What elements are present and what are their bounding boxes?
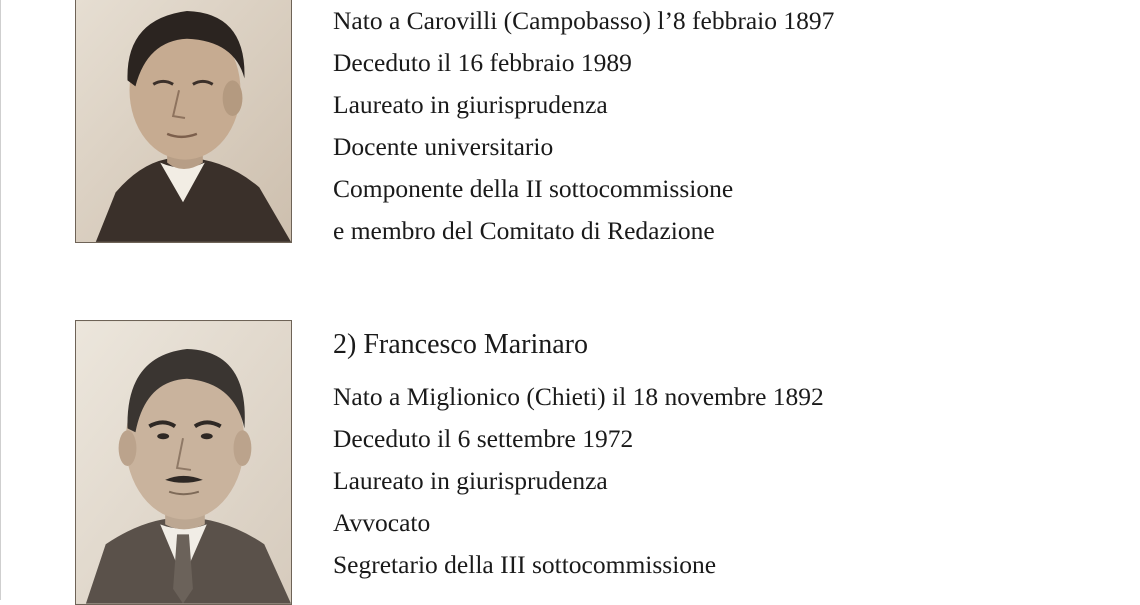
page-left-border [0,0,1,600]
biography-line: Docente universitario [333,132,554,161]
biography-line: Laureato in giurisprudenza [333,466,608,495]
biography-line: Nato a Carovilli (Campobasso) l’8 febbraio 1897 [333,6,835,35]
biography-line: Laureato in giurisprudenza [333,90,608,119]
biography-line: Deceduto il 6 settembre 1972 [333,424,634,453]
biography-text-2 [333,328,824,586]
biography-line: e membro del Comitato di Redazione [333,216,715,245]
portrait-photo-2 [75,320,292,605]
biography-line: Componente della II sottocommissione [333,174,734,203]
biography-line: Avvocato [333,508,431,537]
biography-line: Nato a Miglionico (Chieti) il 18 novembre 1892 [333,382,824,411]
portrait-mustached-man-icon [76,321,291,604]
biography-text-1 [333,0,834,252]
biography-line: Deceduto il 16 febbraio 1989 [333,48,632,77]
person-heading: 2) Francesco Marinaro [333,329,589,360]
portrait-photo-1 [75,0,292,243]
biography-line: Segretario della III sottocommissione [333,550,717,579]
portrait-young-man-icon [76,0,291,242]
